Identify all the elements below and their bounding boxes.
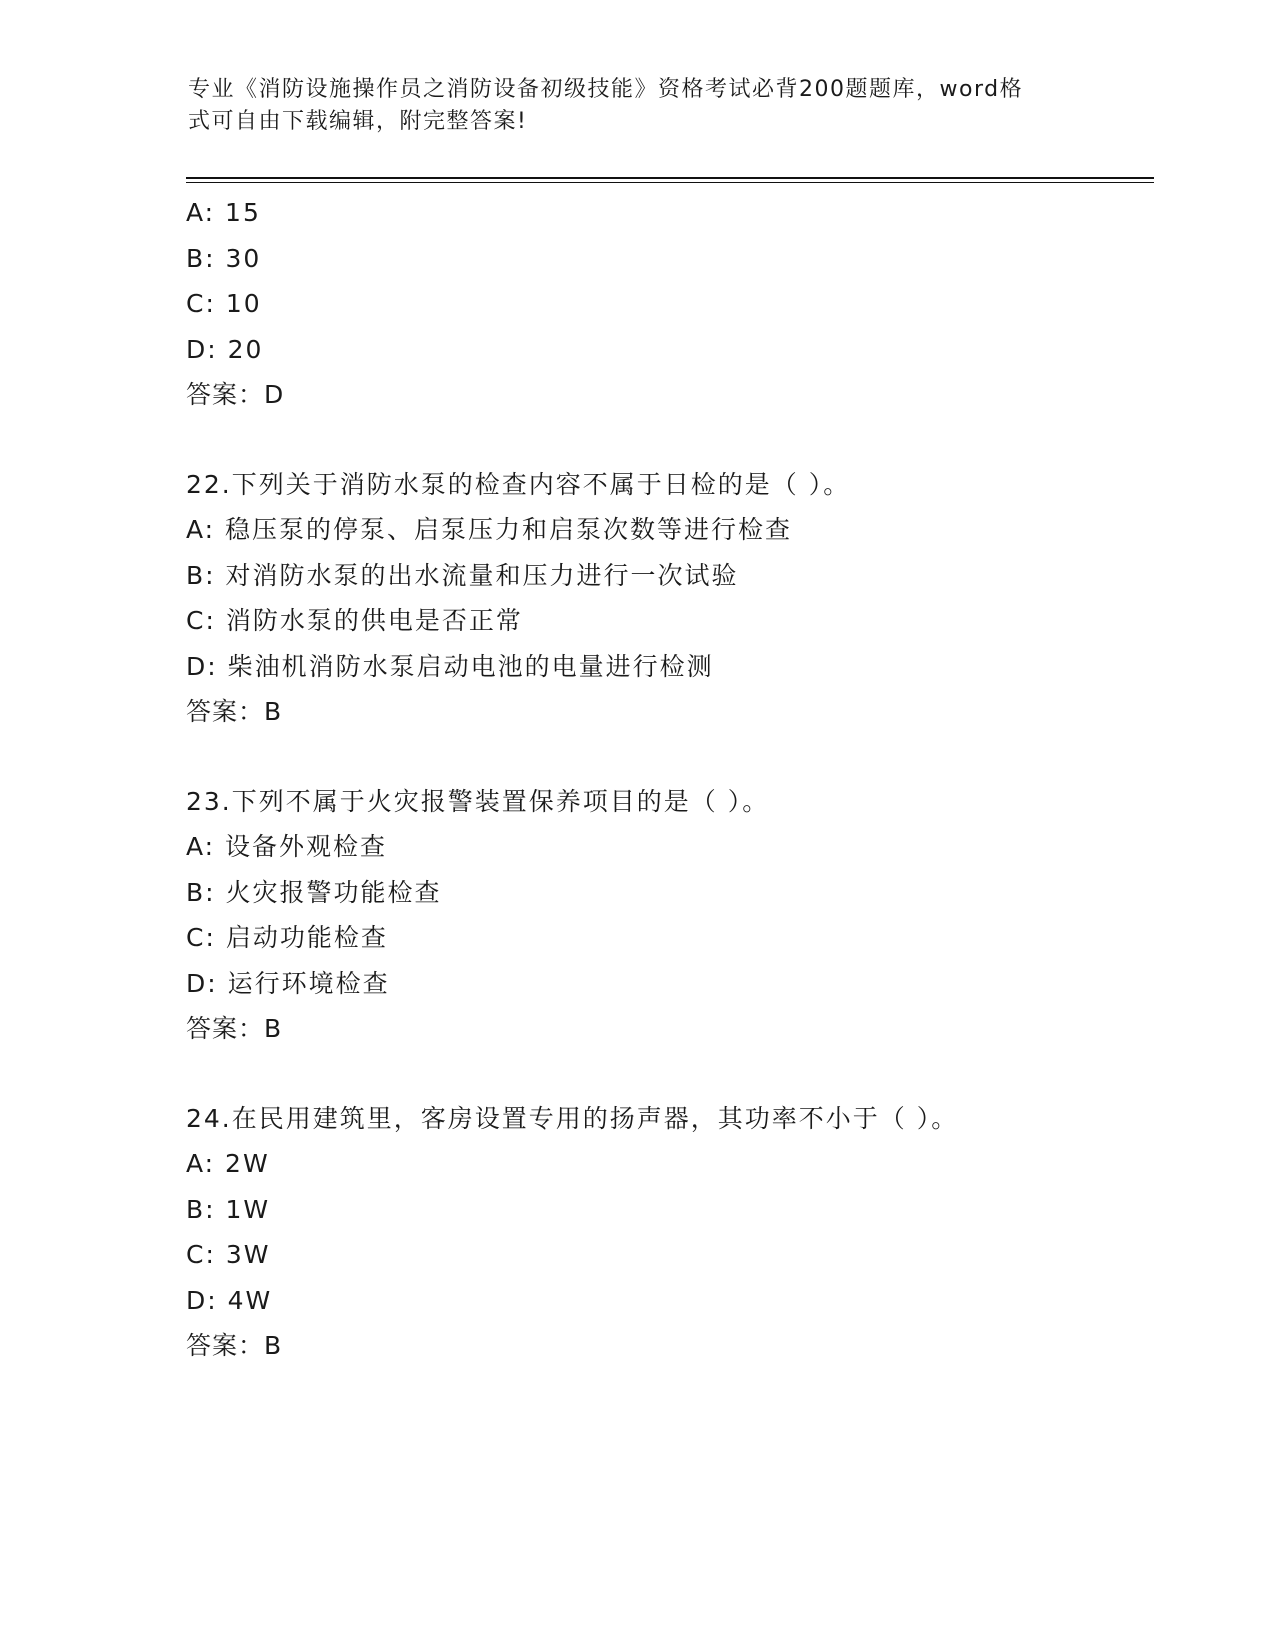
document-header [188, 74, 1068, 138]
question-list [186, 190, 1146, 1369]
question-24 [186, 1096, 1146, 1369]
header-line-2: 式可自由下载编辑，附完整答案! [188, 109, 528, 134]
answer: 答案：D [186, 380, 285, 409]
option-d: D: 运行环境检查 [186, 968, 390, 998]
option-d: D: 柴油机消防水泵启动电池的电量进行检测 [186, 651, 714, 681]
answer: 答案：B [186, 697, 283, 726]
option-a: A: 稳压泵的停泵、启泵压力和启泵次数等进行检查 [186, 515, 793, 544]
question-spacer [186, 418, 1146, 462]
option-b: B: 1W [186, 1194, 271, 1224]
answer: 答案：B [186, 1014, 283, 1043]
option-a: A: 设备外观检查 [186, 832, 388, 861]
question-stem: 22.下列关于消防水泵的检查内容不属于日检的是（ ）。 [186, 469, 851, 499]
option-c: C: 启动功能检查 [186, 923, 388, 952]
header-rule-thin [186, 182, 1154, 183]
question-22 [186, 462, 1146, 735]
question-23 [186, 779, 1146, 1052]
question-21 [186, 190, 1146, 418]
option-b: B: 对消防水泵的出水流量和压力进行一次试验 [186, 560, 739, 590]
option-c: C: 3W [186, 1240, 271, 1269]
option-d: D: 4W [186, 1285, 273, 1315]
option-c: C: 10 [186, 289, 262, 318]
option-d: D: 20 [186, 334, 264, 364]
header-rule-thick [186, 177, 1154, 179]
answer: 答案：B [186, 1331, 283, 1360]
question-spacer [186, 735, 1146, 779]
question-stem: 24.在民用建筑里，客房设置专用的扬声器，其功率不小于（ ）。 [186, 1103, 959, 1133]
option-b: B: 火灾报警功能检查 [186, 877, 442, 907]
header-line-1: 专业《消防设施操作员之消防设备初级技能》资格考试必背200题题库，word格 [188, 77, 1024, 102]
option-a: A: 2W [186, 1149, 270, 1178]
option-b: B: 30 [186, 243, 262, 273]
question-spacer [186, 1052, 1146, 1096]
option-c: C: 消防水泵的供电是否正常 [186, 606, 523, 635]
question-stem: 23.下列不属于火灾报警装置保养项目的是（ ）。 [186, 786, 770, 816]
option-a: A: 15 [186, 198, 261, 227]
